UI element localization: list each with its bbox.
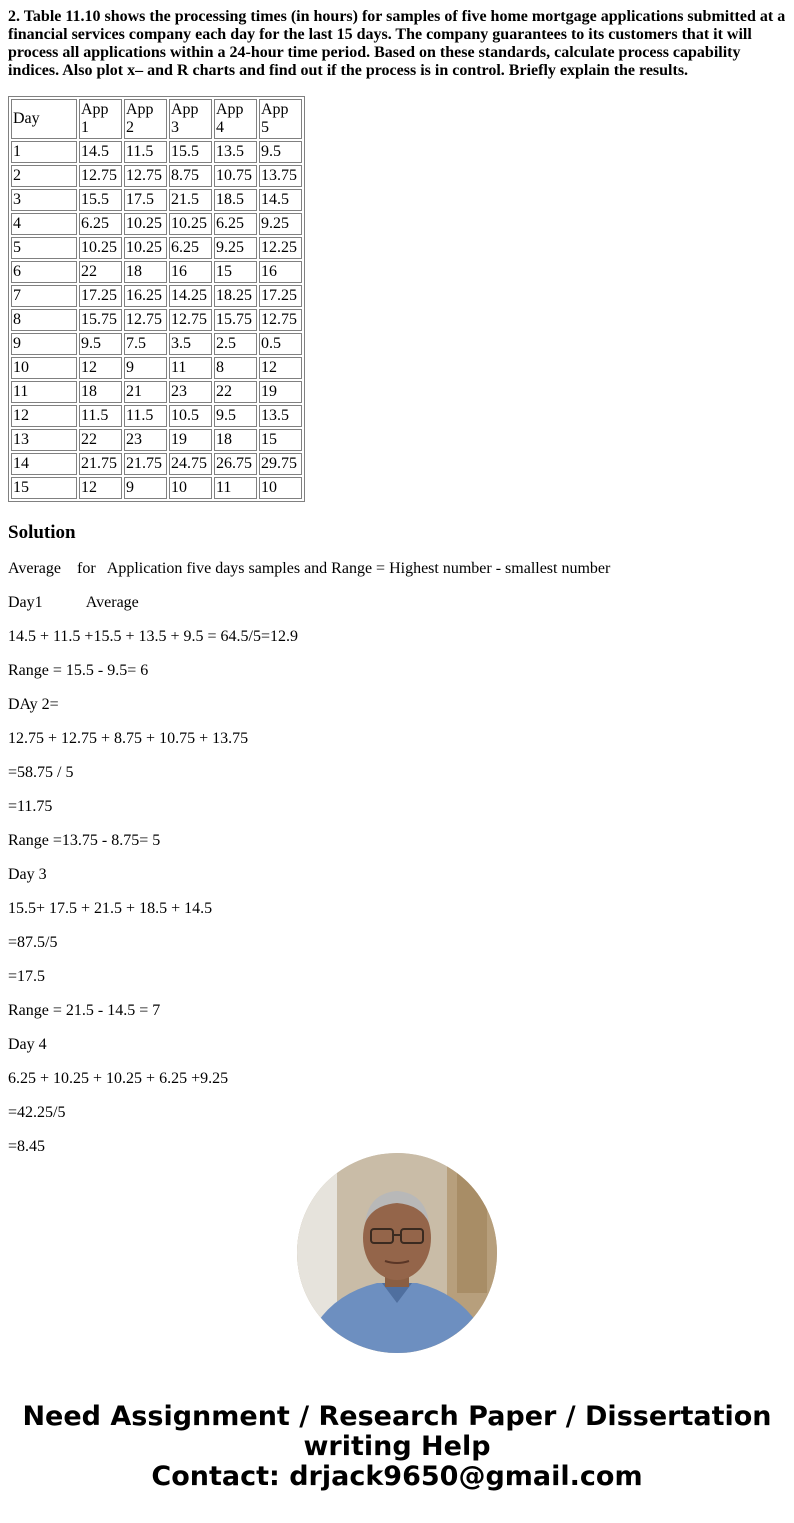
time-cell: 16.25	[124, 285, 167, 307]
time-cell: 9	[124, 477, 167, 499]
time-cell: 22	[214, 381, 257, 403]
time-cell: 13.75	[259, 165, 302, 187]
solution-line: 15.5+ 17.5 + 21.5 + 18.5 + 14.5	[8, 900, 213, 917]
day-cell: 12	[11, 405, 77, 427]
time-cell: 9	[124, 357, 167, 379]
solution-line: Range = 21.5 - 14.5 = 7	[8, 1002, 161, 1019]
time-cell: 21.75	[79, 453, 122, 475]
time-cell: 22	[79, 261, 122, 283]
time-cell: 17.5	[124, 189, 167, 211]
solution-line: =8.45	[8, 1138, 46, 1155]
time-cell: 10.25	[124, 237, 167, 259]
table-header-cell: App 2	[124, 99, 167, 139]
day-cell: 9	[11, 333, 77, 355]
time-cell: 23	[169, 381, 212, 403]
table-row	[11, 285, 302, 307]
time-cell: 12	[79, 357, 122, 379]
day-cell: 8	[11, 309, 77, 331]
day-cell: 3	[11, 189, 77, 211]
time-cell: 12.75	[124, 165, 167, 187]
time-cell: 11.5	[124, 141, 167, 163]
time-cell: 15	[214, 261, 257, 283]
time-cell: 10.5	[169, 405, 212, 427]
time-cell: 12.75	[124, 309, 167, 331]
time-cell: 15.75	[214, 309, 257, 331]
time-cell: 6.25	[214, 213, 257, 235]
time-cell: 16	[259, 261, 302, 283]
table-row	[11, 333, 302, 355]
time-cell: 17.25	[259, 285, 302, 307]
time-cell: 10.25	[169, 213, 212, 235]
time-cell: 24.75	[169, 453, 212, 475]
solution-line: Day 3	[8, 866, 47, 883]
solution-line: Day 4	[8, 1036, 47, 1053]
solution-line: =87.5/5	[8, 934, 58, 951]
time-cell: 7.5	[124, 333, 167, 355]
time-cell: 14.5	[79, 141, 122, 163]
time-cell: 13.5	[259, 405, 302, 427]
day-cell: 10	[11, 357, 77, 379]
time-cell: 18	[124, 261, 167, 283]
table-row	[11, 165, 302, 187]
table-header-cell: App 4	[214, 99, 257, 139]
table-row	[11, 189, 302, 211]
time-cell: 21.5	[169, 189, 212, 211]
table-header-cell: App 5	[259, 99, 302, 139]
time-cell: 17.25	[79, 285, 122, 307]
solution-heading: Solution	[8, 522, 76, 543]
time-cell: 21	[124, 381, 167, 403]
time-cell: 10	[259, 477, 302, 499]
day-cell: 1	[11, 141, 77, 163]
time-cell: 29.75	[259, 453, 302, 475]
solution-line: Range = 15.5 - 9.5= 6	[8, 662, 149, 679]
time-cell: 10.75	[214, 165, 257, 187]
time-cell: 9.25	[259, 213, 302, 235]
footer-contact: Contact: drjack9650@gmail.com	[151, 1461, 643, 1492]
table-row	[11, 381, 302, 403]
table-row	[11, 237, 302, 259]
solution-line: Average for Application five days samples and Range = Highest number - smallest number	[8, 560, 611, 577]
time-cell: 14.5	[259, 189, 302, 211]
footer-line-1: Need Assignment / Research Paper / Dissertation	[22, 1401, 772, 1432]
time-cell: 9.25	[214, 237, 257, 259]
time-cell: 9.5	[214, 405, 257, 427]
time-cell: 8.75	[169, 165, 212, 187]
table-header-row	[11, 99, 302, 139]
day-cell: 5	[11, 237, 77, 259]
processing-times-table	[8, 96, 305, 502]
solution-line: 14.5 + 11.5 +15.5 + 13.5 + 9.5 = 64.5/5=12.9	[8, 628, 298, 645]
time-cell: 15.5	[169, 141, 212, 163]
solution-line: 6.25 + 10.25 + 10.25 + 6.25 +9.25	[8, 1070, 229, 1087]
time-cell: 10.25	[79, 237, 122, 259]
table-row	[11, 357, 302, 379]
time-cell: 12.75	[259, 309, 302, 331]
table-row	[11, 429, 302, 451]
time-cell: 2.5	[214, 333, 257, 355]
time-cell: 10.25	[124, 213, 167, 235]
time-cell: 8	[214, 357, 257, 379]
time-cell: 18	[79, 381, 122, 403]
solution-line: DAy 2=	[8, 696, 59, 713]
author-portrait-image	[297, 1153, 497, 1353]
table-row	[11, 405, 302, 427]
time-cell: 3.5	[169, 333, 212, 355]
time-cell: 11	[214, 477, 257, 499]
solution-line: =17.5	[8, 968, 46, 985]
solution-line: 12.75 + 12.75 + 8.75 + 10.75 + 13.75	[8, 730, 249, 747]
time-cell: 23	[124, 429, 167, 451]
time-cell: 12	[79, 477, 122, 499]
table-header-cell: App 3	[169, 99, 212, 139]
solution-body	[8, 560, 788, 1156]
time-cell: 9.5	[79, 333, 122, 355]
day-cell: 4	[11, 213, 77, 235]
time-cell: 18	[214, 429, 257, 451]
promo-footer	[0, 1402, 794, 1492]
time-cell: 26.75	[214, 453, 257, 475]
day-cell: 11	[11, 381, 77, 403]
time-cell: 11	[169, 357, 212, 379]
day-cell: 14	[11, 453, 77, 475]
time-cell: 22	[79, 429, 122, 451]
time-cell: 12.75	[169, 309, 212, 331]
time-cell: 10	[169, 477, 212, 499]
solution-line: Day1 Average	[8, 594, 139, 611]
table-row	[11, 141, 302, 163]
time-cell: 11.5	[124, 405, 167, 427]
question-text: 2. Table 11.10 shows the processing times (in hours) for samples of five home mortgage applications submitted at a financial services company each day for the last 15 days. The company guarantees to its customers that it will process all applications within a 24-hour time period. Based on these standards, calculate process capability indices. Also plot x– and R charts and find out if the process is in control. Briefly explain the results.	[8, 8, 786, 79]
table-row	[11, 213, 302, 235]
time-cell: 14.25	[169, 285, 212, 307]
time-cell: 12.75	[79, 165, 122, 187]
day-cell: 15	[11, 477, 77, 499]
solution-line: Range =13.75 - 8.75= 5	[8, 832, 161, 849]
time-cell: 15.5	[79, 189, 122, 211]
time-cell: 9.5	[259, 141, 302, 163]
time-cell: 0.5	[259, 333, 302, 355]
time-cell: 19	[169, 429, 212, 451]
day-cell: 7	[11, 285, 77, 307]
time-cell: 12.25	[259, 237, 302, 259]
time-cell: 15	[259, 429, 302, 451]
time-cell: 16	[169, 261, 212, 283]
table-row	[11, 261, 302, 283]
time-cell: 6.25	[169, 237, 212, 259]
footer-line-2: writing Help	[303, 1431, 491, 1462]
time-cell: 21.75	[124, 453, 167, 475]
author-photo	[297, 1153, 497, 1353]
table-header-cell: Day	[11, 99, 77, 139]
day-cell: 6	[11, 261, 77, 283]
time-cell: 12	[259, 357, 302, 379]
table-row	[11, 453, 302, 475]
day-cell: 13	[11, 429, 77, 451]
time-cell: 6.25	[79, 213, 122, 235]
table-header-cell: App 1	[79, 99, 122, 139]
day-cell: 2	[11, 165, 77, 187]
document-body	[8, 0, 788, 1156]
solution-line: =58.75 / 5	[8, 764, 74, 781]
time-cell: 18.25	[214, 285, 257, 307]
time-cell: 15.75	[79, 309, 122, 331]
solution-line: =42.25/5	[8, 1104, 66, 1121]
table-row	[11, 309, 302, 331]
time-cell: 19	[259, 381, 302, 403]
time-cell: 18.5	[214, 189, 257, 211]
time-cell: 13.5	[214, 141, 257, 163]
time-cell: 11.5	[79, 405, 122, 427]
solution-line: =11.75	[8, 798, 53, 815]
table-row	[11, 477, 302, 499]
